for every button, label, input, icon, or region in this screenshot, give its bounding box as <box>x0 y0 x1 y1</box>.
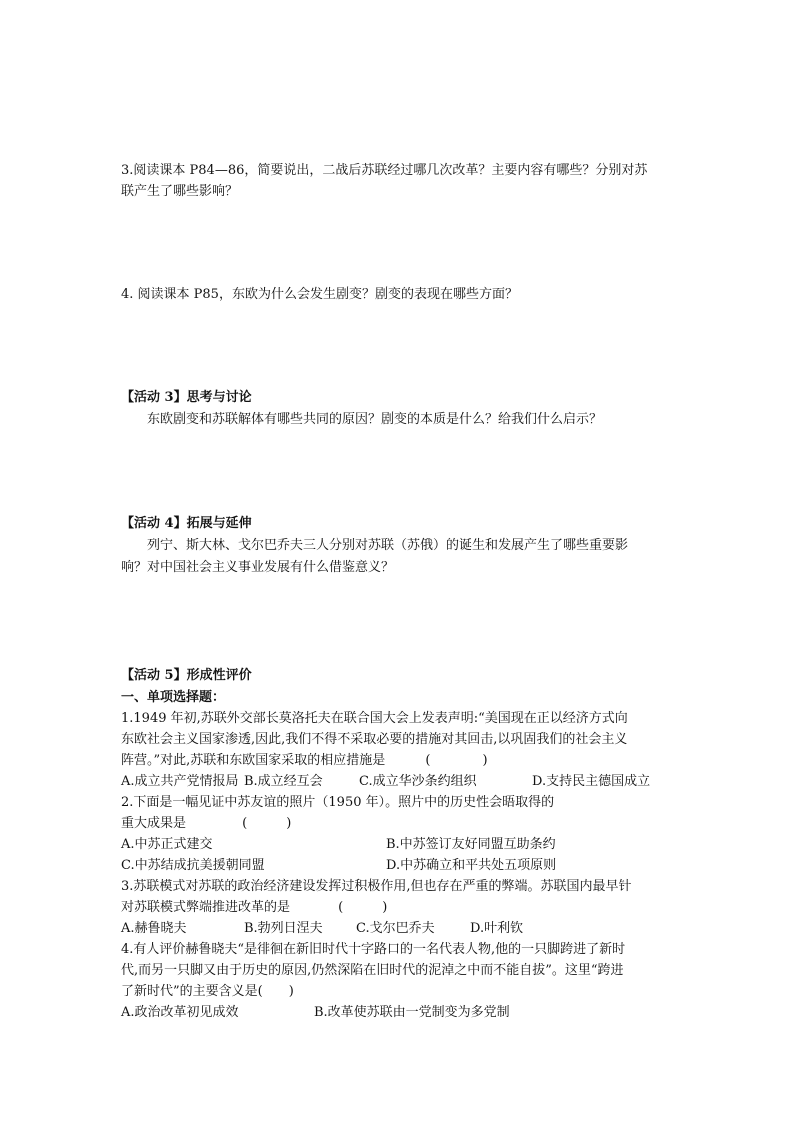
q3-line-1: 3.阅读课本 P84—86，简要说出，二战后苏联经过哪几次改革？主要内容有哪些？分别对苏 <box>121 163 648 178</box>
activity4-body-1: 列宁、斯大林、戈尔巴乔夫三人分别对苏联（苏俄）的诞生和发展产生了哪些重要影 <box>147 538 629 553</box>
mc2-option-d: D.中苏确立和平共处五项原则 <box>386 858 557 873</box>
mc2-option-c: C.中苏结成抗美援朝同盟 <box>121 858 265 873</box>
activity3-heading: 【活动 3】思考与讨论 <box>121 390 252 405</box>
mc2-line-1: 2.下面是一幅见证中苏友谊的照片（1950 年）。照片中的历史性会晤取得的 <box>121 795 555 810</box>
mc3-option-c: C.戈尔巴乔夫 <box>356 921 435 936</box>
mc3-line-1: 3.苏联模式对苏联的政治经济建设发挥过积极作用,但也存在严重的弊端。苏联国内最早针 <box>121 879 632 894</box>
mc4-line-2: 代,而另一只脚又由于历史的原因,仍然深陷在旧时代的泥淖之中而不能自拔”。这里“跨进 <box>121 963 624 978</box>
q3-line-2: 联产生了哪些影响？ <box>121 184 239 199</box>
mc1-option-b: B.成立经互会 <box>244 774 323 789</box>
mc4-line-1: 4.有人评价赫鲁晓夫“是徘徊在新旧时代十字路口的一名代表人物,他的一只脚跨进了新时 <box>121 942 626 957</box>
mc3-option-b: B.勃列日涅夫 <box>244 921 323 936</box>
mc3-stem-end: 对苏联模式弊端推进改革的是 <box>121 900 291 915</box>
mc1-option-a: A.成立共产党情报局 <box>121 774 239 789</box>
mc2-stem-end: 重大成果是 <box>121 816 187 831</box>
mc2-option-b: B.中苏签订友好同盟互助条约 <box>386 837 556 852</box>
mc1-line-2: 东欧社会主义国家渗透,因此,我们不得不采取必要的措施对其回击,以巩固我们的社会主义 <box>121 732 628 747</box>
mc3-option-d: D.叶利钦 <box>470 921 524 936</box>
mc3-answer-blank: ( ) <box>338 900 388 915</box>
mc1-stem-end: 阵营。”对此,苏联和东欧国家采取的相应措施是 <box>121 753 386 768</box>
mc1-option-d: D.支持民主德国成立 <box>532 774 651 789</box>
mc2-option-a: A.中苏正式建交 <box>121 837 213 852</box>
mc3-line-2 <box>121 899 387 917</box>
mc2-answer-blank: ( ) <box>242 816 292 831</box>
mc3-option-a: A.赫鲁晓夫 <box>121 921 187 936</box>
mc1-option-c: C.成立华沙条约组织 <box>359 774 477 789</box>
activity4-body-2: 响？对中国社会主义事业发展有什么借鉴意义？ <box>121 560 395 575</box>
q4-line-1: 4. 阅读课本 P85，东欧为什么会发生剧变？剧变的表现在哪些方面？ <box>121 287 518 302</box>
mc1-line-1: 1.1949 年初,苏联外交部长莫洛托夫在联合国大会上发表声明:“美国现在正以经济方式向 <box>121 711 628 726</box>
activity3-body: 东欧剧变和苏联解体有哪些共同的原因？剧变的本质是什么？给我们什么启示？ <box>147 412 603 427</box>
mc4-option-a: A.政治改革初见成效 <box>121 1005 239 1020</box>
section-heading: 一、单项选择题： <box>121 690 226 705</box>
activity5-heading: 【活动 5】形成性评价 <box>121 668 252 683</box>
activity4-heading: 【活动 4】拓展与延伸 <box>121 516 252 531</box>
mc4-option-b: B.改革使苏联由一党制变为多党制 <box>314 1005 510 1020</box>
mc1-line-3 <box>121 752 488 770</box>
mc2-line-2 <box>121 815 291 833</box>
mc1-answer-blank: ( ) <box>425 753 488 768</box>
mc4-line-3: 了新时代”的主要含义是( ) <box>121 984 294 999</box>
